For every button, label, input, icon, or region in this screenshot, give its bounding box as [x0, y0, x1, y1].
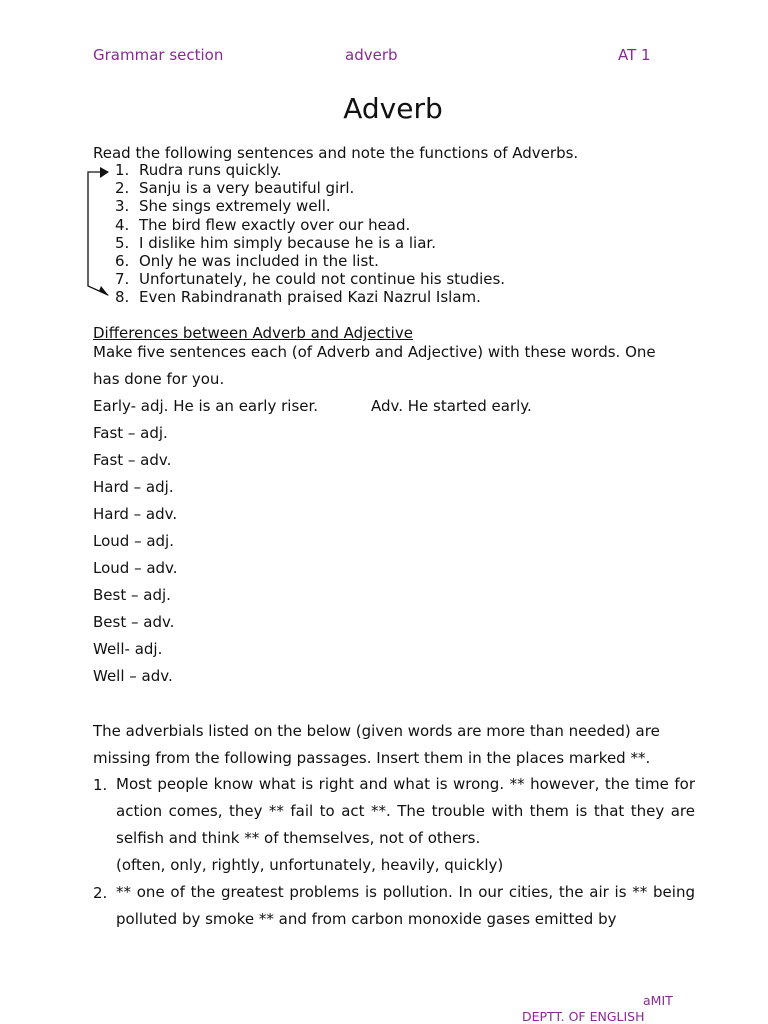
instruction-line: Make five sentences each (of Adverb and Adjective) with these words. One: [93, 343, 656, 361]
word-item: Best – adv.: [93, 613, 175, 631]
word-item: Well – adv.: [93, 667, 173, 685]
list-item: 2. Sanju is a very beautiful girl.: [115, 179, 355, 198]
header-left: Grammar section: [93, 46, 224, 64]
passage-number: 2.: [93, 884, 108, 902]
list-item: 7. Unfortunately, he could not continue his studies.: [115, 270, 506, 289]
example-adverb: Adv. He started early.: [371, 397, 532, 415]
instruction-line: The adverbials listed on the below (given words are more than needed) are: [93, 722, 660, 740]
passage-number: 1.: [93, 776, 108, 794]
list-item: 6. Only he was included in the list.: [115, 251, 379, 270]
word-item: Loud – adj.: [93, 532, 174, 550]
list-item: 4. The bird flew exactly over our head.: [115, 215, 411, 234]
passage-text: Most people know what is right and what is wrong. ** however, the time for action comes, they ** fail to act **. The trouble with them is that they are selfish and think ** of themselves, not of others.: [116, 775, 695, 847]
passage-2: [93, 879, 695, 933]
word-item: Well- adj.: [93, 640, 163, 658]
word-item: Best – adj.: [93, 586, 171, 604]
word-item: Fast – adj.: [93, 424, 168, 442]
passage-options: (often, only, rightly, unfortunately, heavily, quickly): [116, 856, 504, 874]
section-heading: Differences between Adverb and Adjective: [93, 324, 413, 342]
list-item: 3. She sings extremely well.: [115, 197, 331, 216]
word-item: Hard – adj.: [93, 478, 174, 496]
list-item: 5. I dislike him simply because he is a liar.: [115, 233, 436, 252]
passage-1: [93, 771, 695, 879]
footer-department: DEPTT. OF ENGLISH: [522, 1009, 645, 1024]
page-title: Adverb: [343, 92, 443, 125]
header-center: adverb: [345, 46, 398, 64]
list-item: 8. Even Rabindranath praised Kazi Nazrul Islam.: [115, 288, 481, 307]
list-item: 1. Rudra runs quickly.: [115, 161, 282, 179]
bracket-arrow: [80, 160, 110, 300]
word-item: Fast – adv.: [93, 451, 172, 469]
word-item: Hard – adv.: [93, 505, 178, 523]
intro-text: Read the following sentences and note the functions of Adverbs.: [93, 144, 579, 162]
footer-author: aMIT: [643, 993, 673, 1008]
word-item: Loud – adv.: [93, 559, 178, 577]
instruction-line: has done for you.: [93, 370, 225, 388]
instruction-line: missing from the following passages. Insert them in the places marked **.: [93, 749, 651, 767]
sentence-list: [115, 161, 505, 307]
header-right: AT 1: [618, 46, 651, 64]
passage-text: ** one of the greatest problems is pollution. In our cities, the air is ** being polluted by smoke ** and from carbon monoxide gases emitted by: [116, 883, 695, 928]
example-adjective: Early- adj. He is an early riser.: [93, 397, 319, 415]
